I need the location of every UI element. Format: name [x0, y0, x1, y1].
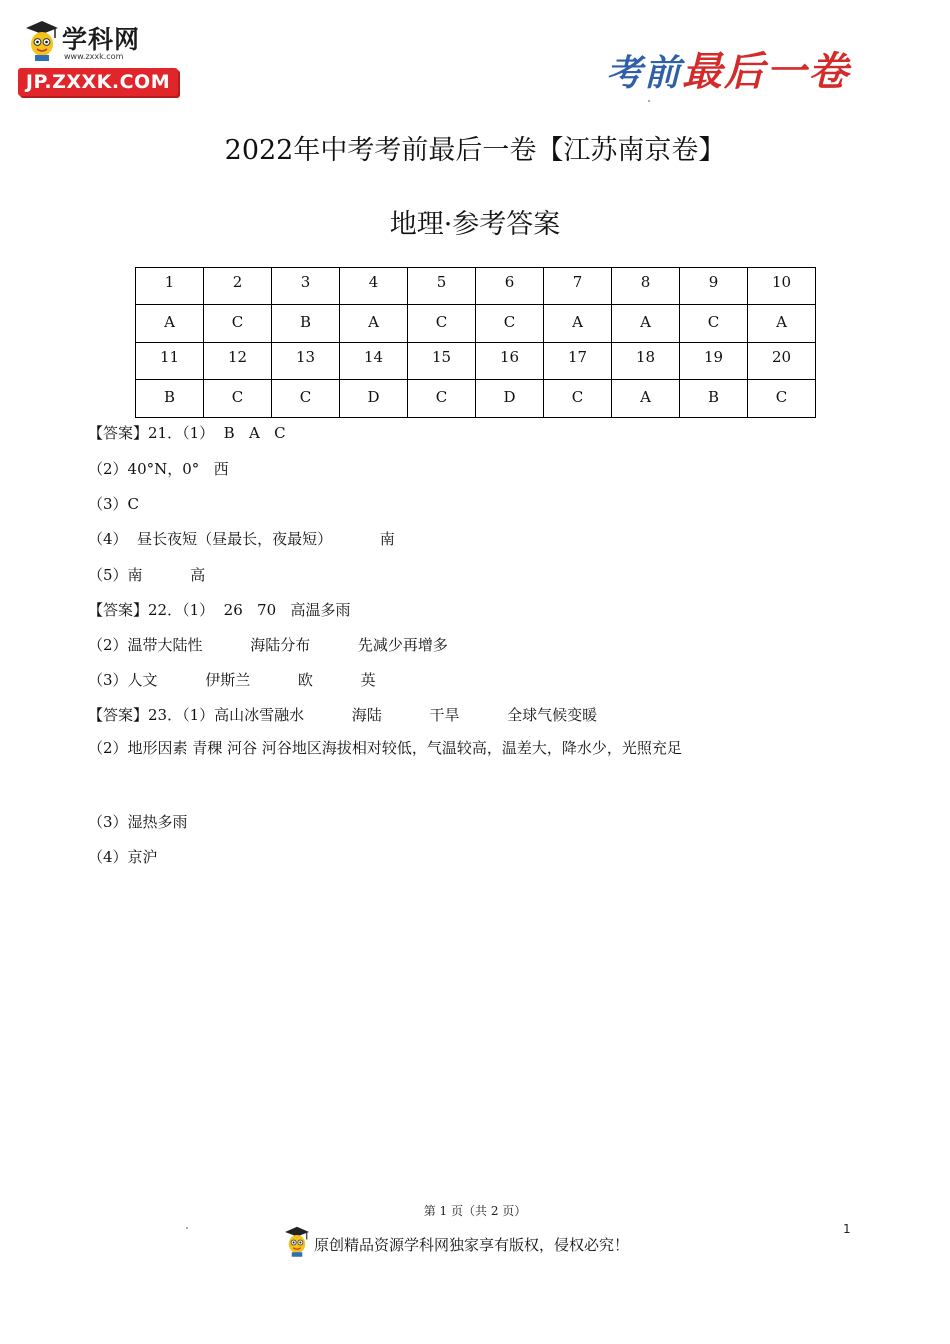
question-number-cell: 6: [476, 268, 544, 305]
answer-line-21-5: （5）南 高: [88, 566, 206, 584]
question-number-cell: 3: [272, 268, 340, 305]
answer-cell: C: [544, 380, 612, 418]
answer-cell: C: [272, 380, 340, 418]
question-number-cell: 2: [204, 268, 272, 305]
logo-small-url: www.zxxk.com: [64, 52, 124, 61]
question-number-cell: 16: [476, 343, 544, 380]
answer-cell: C: [476, 305, 544, 343]
answer-cell: C: [748, 380, 816, 418]
question-number-cell: 8: [612, 268, 680, 305]
answer-line-23-4: （4）京沪: [88, 848, 158, 866]
question-number-cell: 4: [340, 268, 408, 305]
question-number-cell: 11: [136, 343, 204, 380]
document-subtitle: 地理·参考答案: [389, 209, 561, 240]
answer-cell: C: [204, 380, 272, 418]
table-row: [136, 305, 816, 343]
answer-line-23-1: 【答案】23．（1）高山冰雪融水 海陆 干旱 全球气候变暖: [88, 706, 598, 724]
copyright-notice: [282, 1222, 682, 1262]
decorative-dot: [186, 1227, 188, 1229]
mascot-icon: [282, 1222, 312, 1260]
answer-line-21-4: （4） 昼长夜短（昼最长，夜最短） 南: [88, 530, 395, 548]
answer-line-22-3: （3）人文 伊斯兰 欧 英: [88, 671, 376, 689]
answer-line-22-1: 【答案】22．（1） 26 70 高温多雨: [88, 601, 351, 619]
question-number-cell: 1: [136, 268, 204, 305]
answer-cell: C: [680, 305, 748, 343]
brand-part2: 最后一卷: [682, 48, 850, 95]
answer-cell: A: [748, 305, 816, 343]
question-number-cell: 17: [544, 343, 612, 380]
mascot-icon: [22, 18, 62, 62]
answer-cell: C: [204, 305, 272, 343]
answer-line-23-3: （3）湿热多雨: [88, 813, 188, 831]
document-title: 2022年中考考前最后一卷【江苏南京卷】: [224, 135, 726, 166]
answer-line-21-3: （3）C: [88, 495, 140, 513]
question-number-cell: 15: [408, 343, 476, 380]
answer-line-21-2: （2）40°N，0° 西: [88, 460, 229, 478]
table-row: [136, 380, 816, 418]
answer-line-21-1: 【答案】21．（1） B A C: [88, 424, 286, 442]
answer-cell: B: [680, 380, 748, 418]
page-indicator: 第 1 页（共 2 页）: [423, 1204, 527, 1218]
answer-table: [135, 267, 816, 418]
answer-cell: B: [272, 305, 340, 343]
answer-cell: A: [340, 305, 408, 343]
table-row: [136, 343, 816, 380]
answer-cell: A: [136, 305, 204, 343]
brand-slogan: [606, 40, 850, 97]
answer-cell: C: [408, 305, 476, 343]
answer-cell: A: [612, 305, 680, 343]
answer-cell: C: [408, 380, 476, 418]
copyright-text: 原创精品资源学科网独家享有版权，侵权必究！: [314, 1236, 630, 1254]
site-logo[interactable]: [18, 18, 183, 98]
answer-line-23-2: （2）地形因素 青稞 河谷 河谷地区海拔相对较低，气温较高，温差大，降水少，光照充足: [88, 739, 682, 757]
table-row: [136, 268, 816, 305]
answer-line-22-2: （2）温带大陆性 海陆分布 先减少再增多: [88, 636, 448, 654]
answer-cell: B: [136, 380, 204, 418]
question-number-cell: 18: [612, 343, 680, 380]
logo-text: 学科网: [62, 25, 141, 54]
decorative-dot: [648, 100, 650, 102]
question-number-cell: 12: [204, 343, 272, 380]
answer-cell: A: [544, 305, 612, 343]
logo-badge: JP.ZXXK.COM: [18, 68, 178, 96]
answer-cell: D: [476, 380, 544, 418]
question-number-cell: 13: [272, 343, 340, 380]
question-number-cell: 10: [748, 268, 816, 305]
logo-top: [22, 18, 182, 61]
question-number-cell: 5: [408, 268, 476, 305]
question-number-cell: 9: [680, 268, 748, 305]
question-number-cell: 7: [544, 268, 612, 305]
question-number-cell: 14: [340, 343, 408, 380]
answer-cell: A: [612, 380, 680, 418]
brand-part1: 考前: [605, 52, 682, 94]
question-number-cell: 20: [748, 343, 816, 380]
answer-cell: D: [340, 380, 408, 418]
page-number: 1: [843, 1222, 851, 1236]
question-number-cell: 19: [680, 343, 748, 380]
